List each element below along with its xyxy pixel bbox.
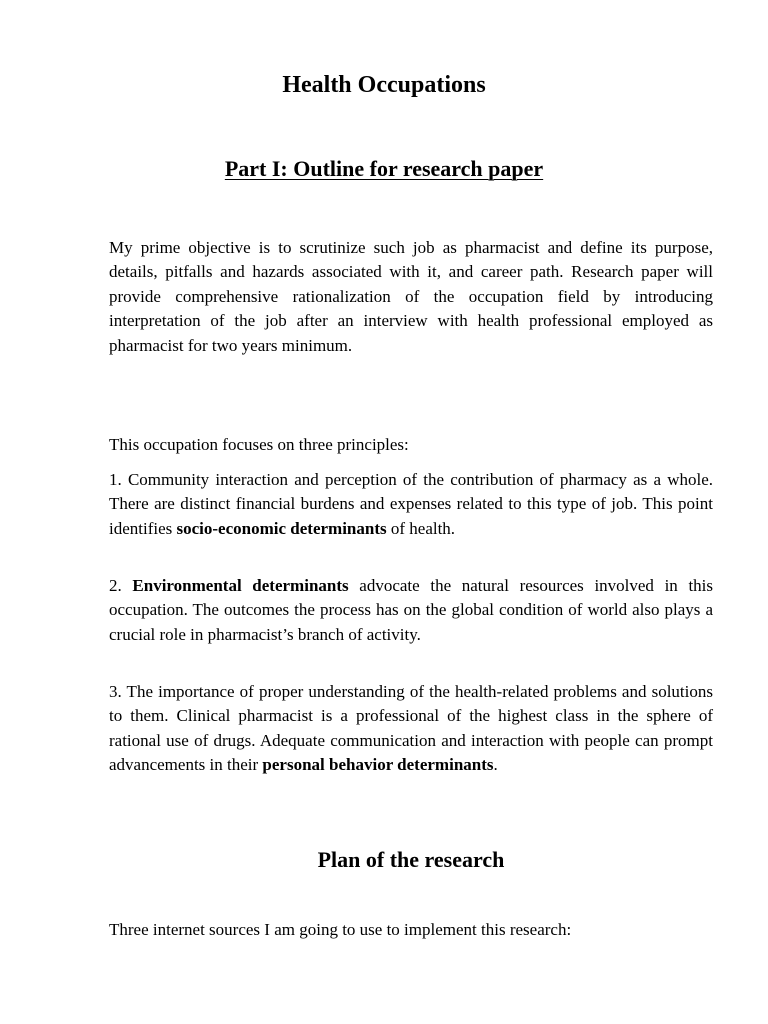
document-subtitle: Part I: Outline for research paper bbox=[224, 156, 544, 181]
plan-heading: Plan of the research bbox=[317, 847, 505, 872]
principle-2-bold: Environmental determinants bbox=[132, 576, 349, 595]
document-title: Health Occupations bbox=[282, 72, 486, 98]
principle-1-paragraph bbox=[109, 468, 713, 541]
principle-2-paragraph bbox=[109, 574, 713, 647]
intro-paragraph: My prime objective is to scrutinize such job as pharmacist and define its purpose, details, pitfalls and hazards associated with it, and career path. Research paper will provide comprehensive rationalization of the occupation field by introducing interpretation of the job after an interview with health professional employed as pharmacist for two years minimum. bbox=[109, 238, 713, 355]
principle-2-text-b: advocate the natural resources involved in this occupation. The outcomes the process has on the global condition of world also plays a crucial role in pharmacist’s branch of activity. bbox=[109, 576, 714, 644]
principle-3-bold: personal behavior determinants bbox=[262, 755, 494, 775]
principle-2-text-a: 2. bbox=[109, 576, 133, 595]
principle-1-text-a: 1. Community interaction and perception of the contribution of pharmacy as a whole. There are distinct financial burdens and expenses related to this type of job. This point identifies bbox=[109, 470, 713, 538]
principle-1-bold: socio-economic determinants bbox=[176, 518, 387, 538]
sources-lead: Three internet sources I am going to use to implement this research: bbox=[109, 920, 572, 939]
principle-3-text-a: 3. The importance of proper understanding of the health-related problems and solutions to them. Clinical pharmacist is a professional of the highest class in the sphere of rational use of drugs. Adequate communication and interaction with people can prompt advancements in their bbox=[109, 682, 713, 775]
principles-lead: This occupation focuses on three principles: bbox=[109, 435, 409, 454]
principle-3-paragraph bbox=[109, 680, 713, 778]
principle-3-text-b: . bbox=[493, 755, 498, 775]
principle-1-text-b: of health. bbox=[386, 518, 456, 538]
